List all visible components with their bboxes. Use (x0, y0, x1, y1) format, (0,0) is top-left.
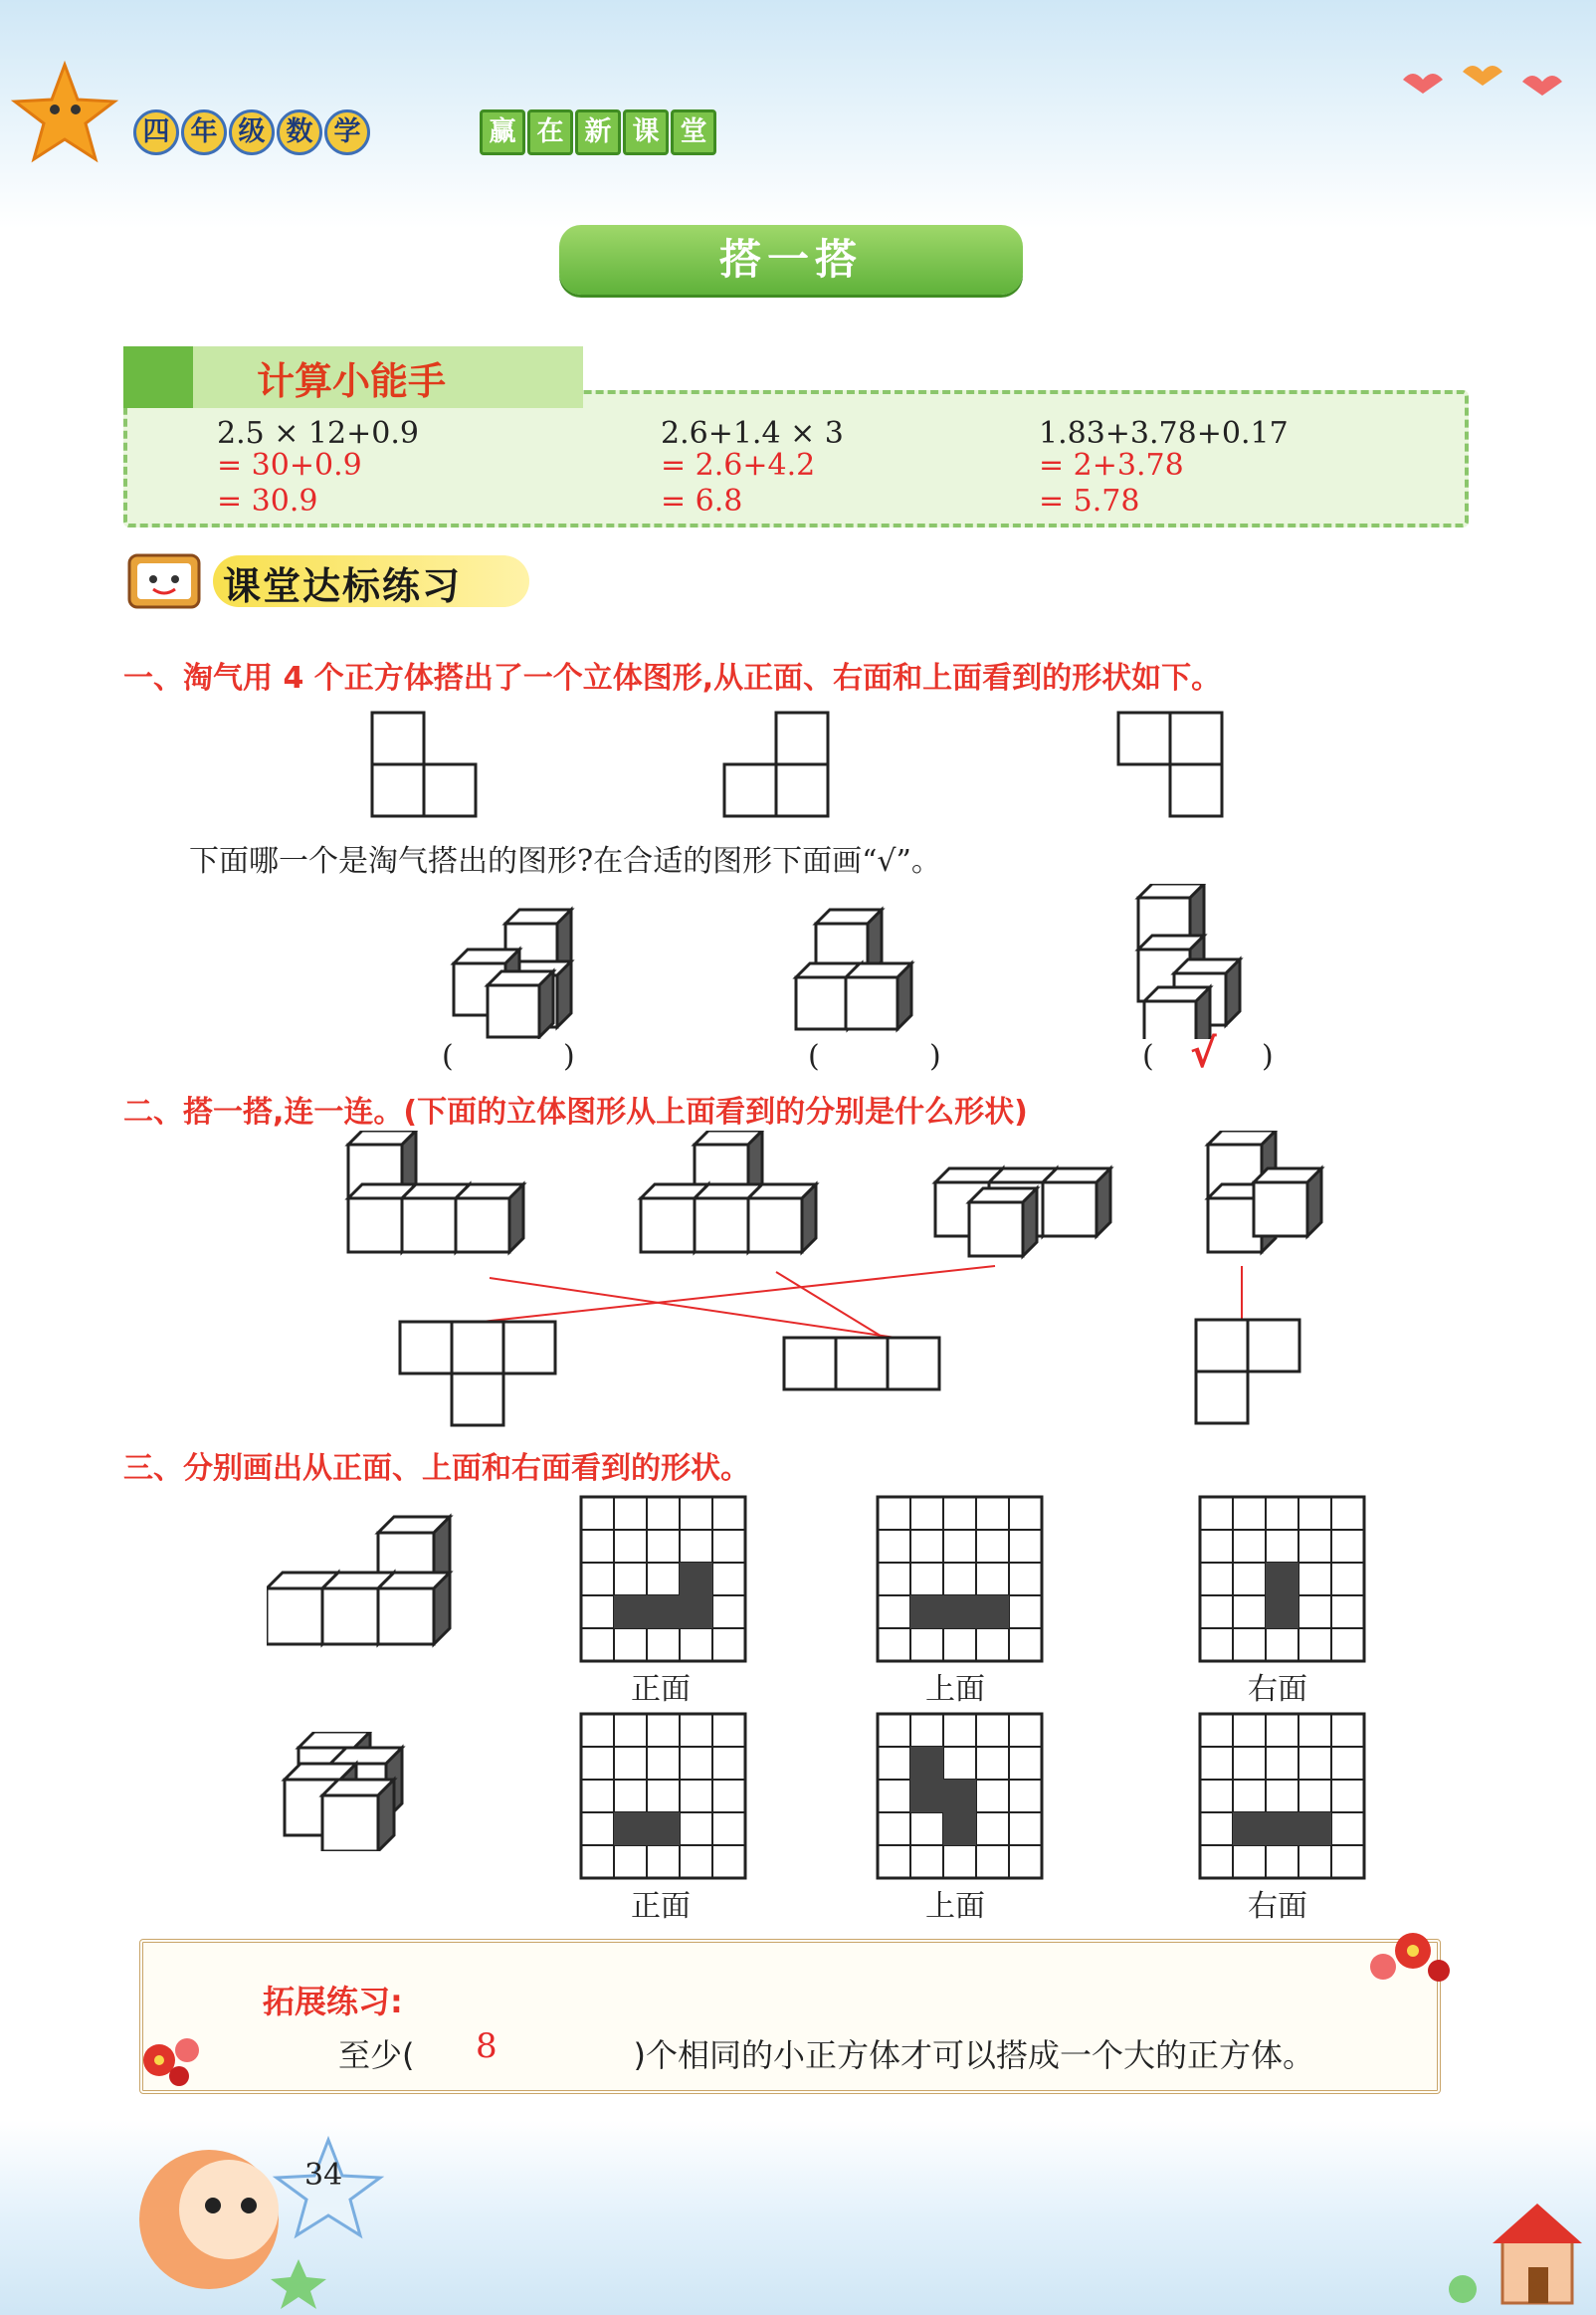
q1-answer-paren-a-close: ) (563, 1039, 575, 1074)
header-char: 赢 (480, 109, 525, 155)
view-label-front: 正面 (631, 1889, 691, 1924)
view-label-top: 上面 (925, 1672, 985, 1707)
q3-title: 三、分别画出从正面、上面和右面看到的形状。 (123, 1451, 750, 1486)
q1-check-mark: √ (1190, 1031, 1217, 1077)
extension-text-after: )个相同的小正方体才可以搭成一个大的正方体。 (633, 2036, 1314, 2074)
q1-answer-paren-a: ( (442, 1039, 454, 1074)
house-decoration-icon (1433, 2190, 1592, 2309)
page-number: 34 (304, 2158, 343, 2193)
q2-title: 二、搭一搭,连一连。(下面的立体图形从上面看到的分别是什么形状) (123, 1095, 1028, 1130)
header-char: 数 (277, 109, 322, 155)
calc-step: = 5.78 (1039, 484, 1140, 519)
computer-mascot-icon (123, 549, 213, 623)
q1-views (368, 709, 1244, 818)
calc-step: = 30+0.9 (217, 448, 362, 483)
extension-text-before: 至少( (338, 2036, 415, 2074)
header-char: 课 (623, 109, 669, 155)
calc-step: = 6.8 (661, 484, 743, 519)
view-label-right: 右面 (1248, 1672, 1307, 1707)
star-mascot-icon (10, 60, 119, 169)
header-char: 四 (133, 109, 179, 155)
q1-answer-paren-c-close: ) (1262, 1039, 1274, 1074)
q1-title: 一、淘气用 4 个正方体搭出了一个立体图形,从正面、右面和上面看到的形状如下。 (123, 661, 1222, 696)
view-label-front: 正面 (631, 1672, 691, 1707)
calc-expr: 1.83+3.78+0.17 (1039, 416, 1289, 451)
lesson-title: 搭一搭 (559, 225, 1023, 295)
q3-figure-1 (267, 1513, 466, 1652)
q1-answer-paren-b: ( (808, 1039, 820, 1074)
q1-options (448, 884, 1274, 1039)
flower-decoration-icon (129, 2020, 219, 2100)
calc-label: 计算小能手 (257, 359, 447, 403)
calc-expr: 2.6+1.4 × 3 (661, 416, 844, 451)
q1-answer-paren-c: ( (1142, 1039, 1154, 1074)
q3-figure-2 (281, 1732, 430, 1851)
header-char: 新 (575, 109, 621, 155)
practice-label: 课堂达标练习 (223, 564, 463, 608)
view-label-right: 右面 (1248, 1889, 1307, 1924)
calc-step: = 2+3.78 (1039, 448, 1184, 483)
q1-instruction: 下面哪一个是淘气搭出的图形?在合适的图形下面画“√”。 (189, 844, 941, 879)
header-char: 在 (527, 109, 573, 155)
hearts-decoration-icon (1393, 60, 1572, 100)
flower-decoration-icon (1353, 1911, 1463, 2000)
extension-label: 拓展练习: (263, 1983, 403, 2020)
view-label-top: 上面 (925, 1889, 985, 1924)
q2-figures (338, 1131, 1373, 1429)
header-char: 学 (324, 109, 370, 155)
q1-answer-paren-b-close: ) (929, 1039, 941, 1074)
header-char: 级 (229, 109, 275, 155)
calc-expr: 2.5 × 12+0.9 (217, 416, 419, 451)
header-char: 年 (181, 109, 227, 155)
calc-step: = 2.6+4.2 (661, 448, 816, 483)
calc-step: = 30.9 (217, 484, 318, 519)
extension-answer: 8 (476, 2026, 498, 2066)
header-char: 堂 (671, 109, 716, 155)
mascot-footer-icon (100, 2110, 398, 2309)
